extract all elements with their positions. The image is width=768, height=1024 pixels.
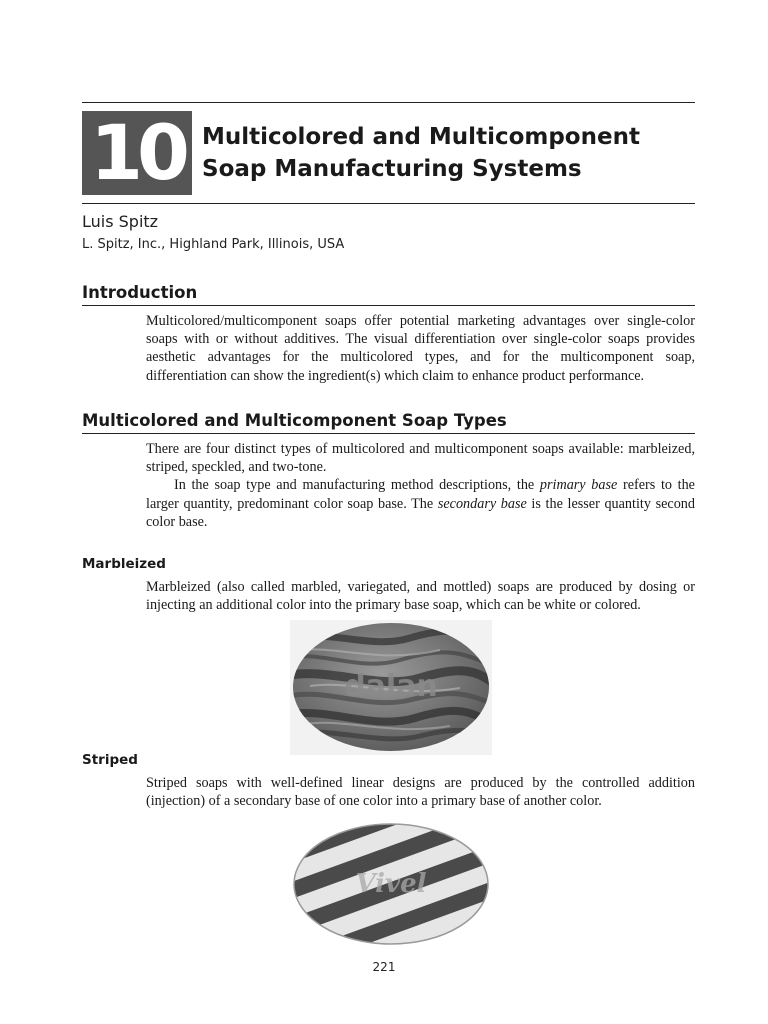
author-name: Luis Spitz [82, 212, 159, 231]
term-secondary-base: secondary base [437, 495, 527, 512]
chapter-number-box: 10 [82, 111, 192, 195]
striped-paragraph: Striped soaps with well-defined linear designs are produced by the controlled addition (injection) of a secondary base of one color into a primary base of another color. [146, 775, 695, 810]
section-heading-soap-types: Multicolored and Multicomponent Soap Types [82, 411, 507, 430]
page-number: 221 [372, 960, 396, 974]
p2-text-3: is the lesser quantity second color base. [146, 495, 695, 530]
title-rule [82, 203, 695, 204]
chapter-title-line1: Multicolored and Multicomponent [202, 124, 640, 150]
soap-types-paragraph2 [146, 476, 695, 531]
section-heading-introduction: Introduction [82, 283, 198, 302]
marbleized-body [146, 578, 695, 614]
striped-soap-brand: Vivel [355, 869, 427, 899]
p2-text-2: refers to the larger quantity, predominant color soap base. The [146, 477, 695, 512]
striped-soap-image [292, 822, 490, 946]
introduction-rule [82, 305, 695, 306]
soap-types-body [146, 440, 695, 531]
introduction-paragraph [146, 312, 695, 385]
marbleized-paragraph: Marbleized (also called marbled, variegated, and mottled) soaps are produced by dosing or injecting an additional color into the primary base soap, which can be white or colored. [146, 579, 695, 614]
chapter-title [202, 121, 695, 185]
term-primary-base: primary base [539, 477, 618, 494]
soap-types-rule [82, 433, 695, 434]
chapter-title-line2: Soap Manufacturing Systems [202, 156, 582, 182]
marbleized-soap-image [290, 620, 492, 755]
top-rule [82, 102, 695, 103]
author-affiliation: L. Spitz, Inc., Highland Park, Illinois, USA [82, 237, 345, 252]
subsection-heading-marbleized: Marbleized [82, 556, 166, 572]
marbleized-soap-brand: dalan [344, 669, 438, 704]
subsection-heading-striped: Striped [82, 752, 138, 768]
soap-types-paragraph1: There are four distinct types of multicolored and multicomponent soaps available: marbleized, striped, speckled, and two-tone. [146, 441, 695, 476]
p2-text-1: In the soap type and manufacturing method descriptions, the [174, 477, 540, 494]
striped-body [146, 774, 695, 810]
introduction-text: Multicolored/multicomponent soaps offer potential marketing advantages over single-color soaps with or without additives. The visual differentiation over single-color soaps provides aesthetic advantages for the multicolored types, and for the multicomponent soap, differentiation can show the ingredient(s) which claim to enhance product performance. [146, 313, 695, 384]
